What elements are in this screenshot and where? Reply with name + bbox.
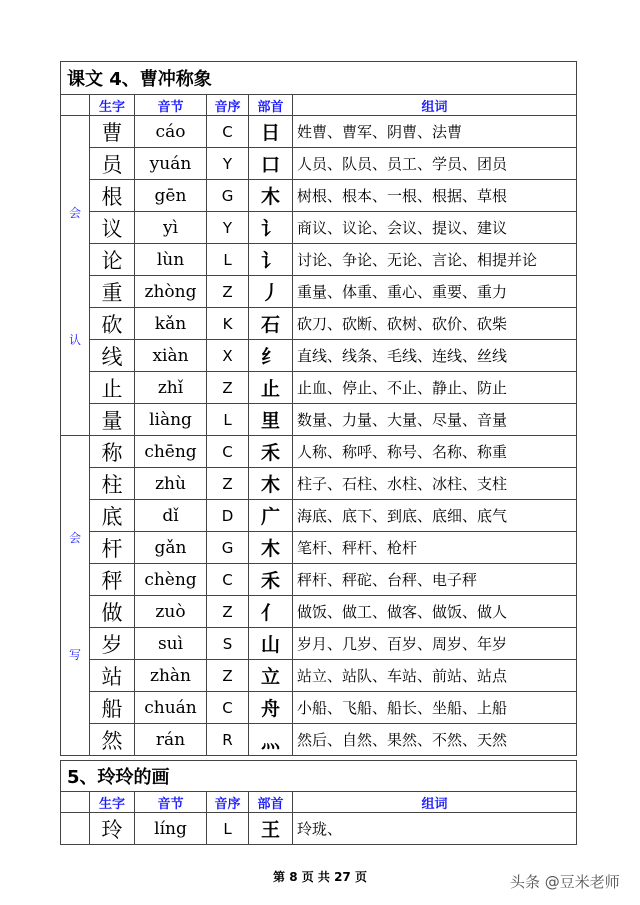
header-blank — [61, 95, 90, 116]
side-label-char: 认 — [68, 332, 81, 347]
radical-cell: 亻 — [249, 596, 293, 628]
side-label-empty — [61, 813, 90, 845]
pinyin-cell: chuán — [135, 692, 207, 724]
radical-cell: 木 — [249, 468, 293, 500]
letter-cell: L — [207, 244, 249, 276]
header-words: 组词 — [293, 792, 577, 813]
radical-cell: 讠 — [249, 212, 293, 244]
letter-cell: D — [207, 500, 249, 532]
table-row — [61, 692, 577, 724]
pinyin-cell: gǎn — [135, 532, 207, 564]
radical-cell: 禾 — [249, 564, 293, 596]
header-blank — [61, 792, 90, 813]
radical-cell: 广 — [249, 500, 293, 532]
radical-cell: 禾 — [249, 436, 293, 468]
letter-cell: G — [207, 532, 249, 564]
words-cell: 笔杆、秤杆、枪杆 — [293, 532, 577, 564]
header-pinyin: 音节 — [135, 95, 207, 116]
words-cell: 直线、线条、毛线、连线、丝线 — [293, 340, 577, 372]
words-cell: 秤杆、秤砣、台秤、电子秤 — [293, 564, 577, 596]
table-row — [61, 436, 577, 468]
pinyin-cell: cáo — [135, 116, 207, 148]
table-row — [61, 596, 577, 628]
header-radical: 部首 — [249, 95, 293, 116]
char-cell: 议 — [90, 212, 135, 244]
table-row — [61, 660, 577, 692]
char-cell: 船 — [90, 692, 135, 724]
pinyin-cell: lùn — [135, 244, 207, 276]
radical-cell: 石 — [249, 308, 293, 340]
words-cell: 然后、自然、果然、不然、天然 — [293, 724, 577, 756]
table-row — [61, 500, 577, 532]
watermark: 头条 @豆米老师 — [510, 873, 620, 891]
letter-cell: Y — [207, 148, 249, 180]
header-radical: 部首 — [249, 792, 293, 813]
radical-cell: 木 — [249, 180, 293, 212]
letter-cell: Z — [207, 468, 249, 500]
char-cell: 曹 — [90, 116, 135, 148]
letter-cell: X — [207, 340, 249, 372]
header-char: 生字 — [90, 95, 135, 116]
table-row — [61, 180, 577, 212]
pinyin-cell: líng — [135, 813, 207, 845]
pinyin-cell: zhòng — [135, 276, 207, 308]
pinyin-cell: chèng — [135, 564, 207, 596]
char-cell: 重 — [90, 276, 135, 308]
page-footer: 第 8 页 共 27 页 — [273, 870, 367, 884]
radical-cell: 讠 — [249, 244, 293, 276]
table-row — [61, 564, 577, 596]
radical-cell: 纟 — [249, 340, 293, 372]
letter-cell: Z — [207, 660, 249, 692]
char-cell: 站 — [90, 660, 135, 692]
header-letter: 音序 — [207, 95, 249, 116]
words-cell: 站立、站队、车站、前站、站点 — [293, 660, 577, 692]
table-row — [61, 404, 577, 436]
radical-cell: 灬 — [249, 724, 293, 756]
pinyin-cell: xiàn — [135, 340, 207, 372]
letter-cell: Z — [207, 596, 249, 628]
letter-cell: Y — [207, 212, 249, 244]
radical-cell: 立 — [249, 660, 293, 692]
side-label-char: 会 — [68, 205, 81, 220]
radical-cell: 丿 — [249, 276, 293, 308]
char-cell: 底 — [90, 500, 135, 532]
pinyin-cell: liàng — [135, 404, 207, 436]
table-row — [61, 813, 577, 845]
header-pinyin: 音节 — [135, 792, 207, 813]
table-row — [61, 244, 577, 276]
table-row — [61, 148, 577, 180]
char-cell: 砍 — [90, 308, 135, 340]
words-cell: 柱子、石柱、水柱、冰柱、支柱 — [293, 468, 577, 500]
words-cell: 数量、力量、大量、尽量、音量 — [293, 404, 577, 436]
pinyin-cell: zuò — [135, 596, 207, 628]
char-cell: 做 — [90, 596, 135, 628]
words-cell: 树根、根本、一根、根据、草根 — [293, 180, 577, 212]
table-row — [61, 340, 577, 372]
letter-cell: C — [207, 692, 249, 724]
lesson4-table — [60, 61, 577, 756]
table-row — [61, 628, 577, 660]
pinyin-cell: chēng — [135, 436, 207, 468]
letter-cell: L — [207, 813, 249, 845]
radical-cell: 止 — [249, 372, 293, 404]
lesson5-table — [60, 760, 577, 845]
header-letter: 音序 — [207, 792, 249, 813]
char-cell: 论 — [90, 244, 135, 276]
table-row — [61, 724, 577, 756]
table-row — [61, 276, 577, 308]
letter-cell: K — [207, 308, 249, 340]
char-cell: 柱 — [90, 468, 135, 500]
table-row — [61, 468, 577, 500]
char-cell: 玲 — [90, 813, 135, 845]
pinyin-cell: dǐ — [135, 500, 207, 532]
radical-cell: 山 — [249, 628, 293, 660]
words-cell: 讨论、争论、无论、言论、相提并论 — [293, 244, 577, 276]
char-cell: 线 — [90, 340, 135, 372]
char-cell: 员 — [90, 148, 135, 180]
pinyin-cell: yuán — [135, 148, 207, 180]
header-char: 生字 — [90, 792, 135, 813]
char-cell: 称 — [90, 436, 135, 468]
radical-cell: 木 — [249, 532, 293, 564]
pinyin-cell: zhù — [135, 468, 207, 500]
pinyin-cell: zhàn — [135, 660, 207, 692]
letter-cell: G — [207, 180, 249, 212]
table-row — [61, 212, 577, 244]
pinyin-cell: suì — [135, 628, 207, 660]
pinyin-cell: zhǐ — [135, 372, 207, 404]
radical-cell: 口 — [249, 148, 293, 180]
letter-cell: L — [207, 404, 249, 436]
side-label-char: 写 — [68, 647, 81, 662]
lesson5-title: 5、玲玲的画 — [61, 761, 577, 792]
words-cell: 海底、底下、到底、底细、底气 — [293, 500, 577, 532]
letter-cell: Z — [207, 372, 249, 404]
radical-cell: 王 — [249, 813, 293, 845]
words-cell: 商议、议论、会议、提议、建议 — [293, 212, 577, 244]
lesson5-header-row — [61, 792, 577, 813]
letter-cell: Z — [207, 276, 249, 308]
table-row — [61, 116, 577, 148]
radical-cell: 舟 — [249, 692, 293, 724]
words-cell: 重量、体重、重心、重要、重力 — [293, 276, 577, 308]
letter-cell: C — [207, 436, 249, 468]
letter-cell: R — [207, 724, 249, 756]
letter-cell: C — [207, 116, 249, 148]
side-label-char: 会 — [68, 530, 81, 545]
words-cell: 小船、飞船、船长、坐船、上船 — [293, 692, 577, 724]
table-row — [61, 308, 577, 340]
lesson4-header-row — [61, 95, 577, 116]
radical-cell: 里 — [249, 404, 293, 436]
lesson4-title: 课文 4、曹冲称象 — [61, 62, 577, 95]
char-cell: 然 — [90, 724, 135, 756]
words-cell: 止血、停止、不止、静止、防止 — [293, 372, 577, 404]
words-cell: 人称、称呼、称号、名称、称重 — [293, 436, 577, 468]
char-cell: 止 — [90, 372, 135, 404]
words-cell: 砍刀、砍断、砍树、砍价、砍柴 — [293, 308, 577, 340]
words-cell: 玲珑、 — [293, 813, 577, 845]
char-cell: 秤 — [90, 564, 135, 596]
side-label-write — [61, 436, 90, 756]
pinyin-cell: yì — [135, 212, 207, 244]
words-cell: 做饭、做工、做客、做饭、做人 — [293, 596, 577, 628]
pinyin-cell: gēn — [135, 180, 207, 212]
pinyin-cell: kǎn — [135, 308, 207, 340]
pinyin-cell: rán — [135, 724, 207, 756]
char-cell: 量 — [90, 404, 135, 436]
words-cell: 人员、队员、员工、学员、团员 — [293, 148, 577, 180]
side-label-read — [61, 116, 90, 436]
char-cell: 根 — [90, 180, 135, 212]
radical-cell: 日 — [249, 116, 293, 148]
char-cell: 杆 — [90, 532, 135, 564]
header-words: 组词 — [293, 95, 577, 116]
words-cell: 岁月、几岁、百岁、周岁、年岁 — [293, 628, 577, 660]
table-row — [61, 372, 577, 404]
words-cell: 姓曹、曹军、阴曹、法曹 — [293, 116, 577, 148]
letter-cell: C — [207, 564, 249, 596]
table-row — [61, 532, 577, 564]
letter-cell: S — [207, 628, 249, 660]
char-cell: 岁 — [90, 628, 135, 660]
